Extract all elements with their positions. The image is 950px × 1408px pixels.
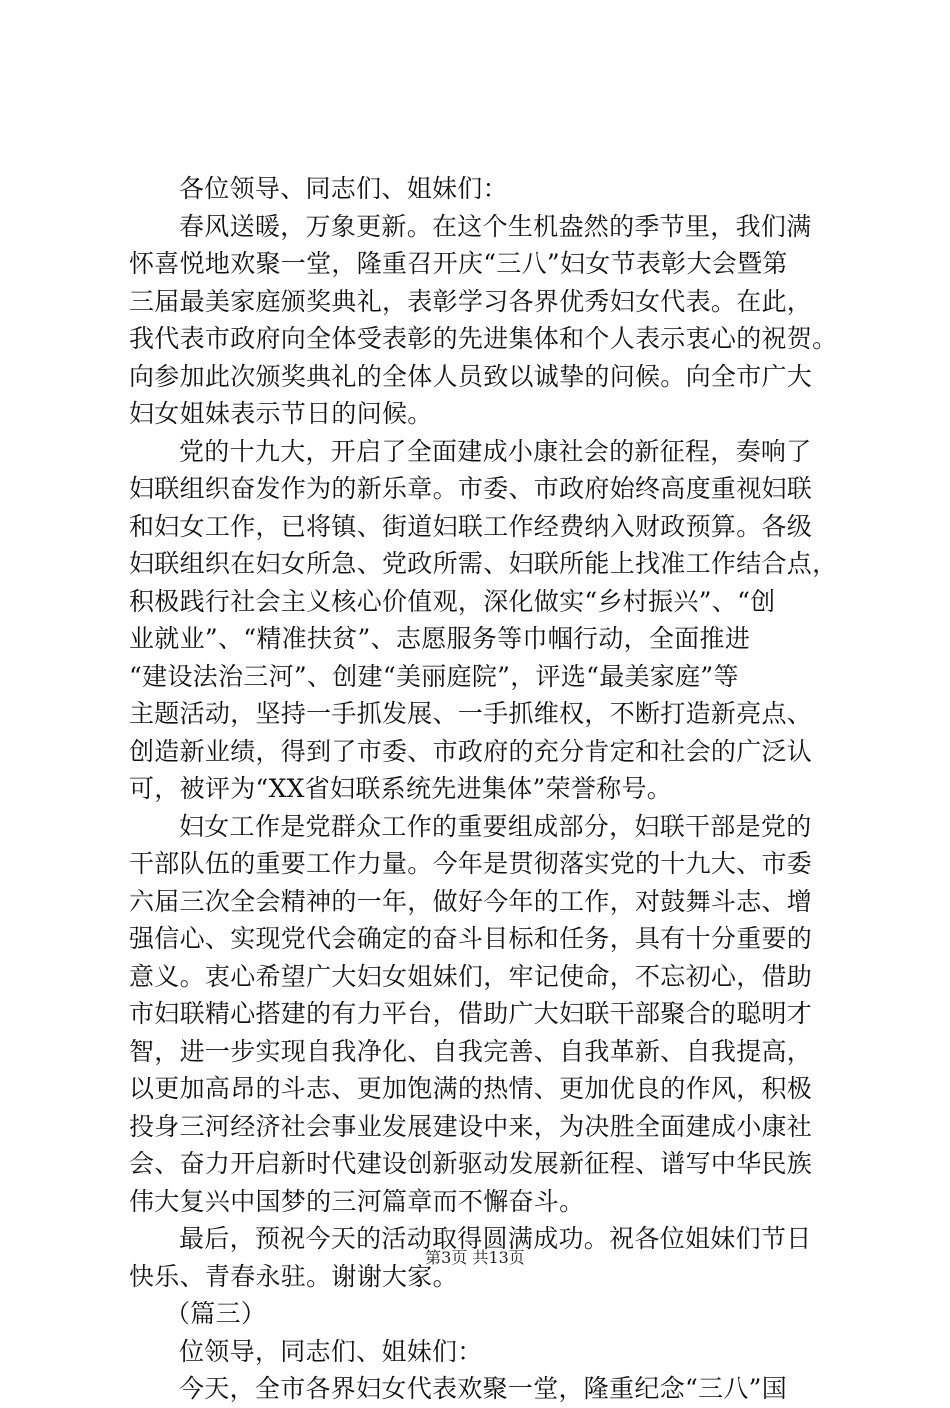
text-line: 三届最美家庭颁奖典礼，表彰学习各界优秀妇女代表。在此，	[129, 286, 813, 316]
document-body	[129, 170, 849, 1408]
text-line: 主题活动，坚持一手抓发展、一手抓维权，不断打造新亮点、	[129, 699, 813, 728]
text-line: 积极践行社会主义核心价值观，深化做实“乡村振兴”、“创	[129, 586, 776, 616]
text-line: 春风送暖，万象更新。在这个生机盎然的季节里，我们满	[179, 211, 812, 241]
text-line: 妇联组织奋发作为的新乐章。市委、市政府始终高度重视妇联	[129, 474, 813, 503]
text-line: 智，进一步实现自我净化、自我完善、自我革新、自我提高，	[129, 1036, 813, 1066]
text-line: 向参加此次颁奖典礼的全体人员致以诚挚的问候。向全市广大	[129, 361, 813, 391]
text-line: 伟大复兴中国梦的三河篇章而不懈奋斗。	[129, 1186, 585, 1216]
text-line: 可，被评为“XX省妇联系统先进集体”荣誉称号。	[129, 774, 673, 803]
text-line: 业就业”、“精准扶贫”、志愿服务等巾帼行动，全面推进	[129, 624, 751, 653]
text-line: 今天，全市各界妇女代表欢聚一堂，隆重纪念“三八”国	[179, 1374, 788, 1403]
text-line: 快乐、青春永驻。谢谢大家。	[129, 1261, 458, 1291]
text-line: 干部队伍的重要工作力量。今年是贯彻落实党的十九大、市委	[129, 849, 813, 878]
text-line: 创造新业绩，得到了市委、市政府的充分肯定和社会的广泛认	[129, 736, 813, 766]
text-line: （篇三）	[165, 1299, 267, 1328]
text-line: 投身三河经济社会事业发展建设中来，为决胜全面建成小康社	[129, 1111, 813, 1141]
text-line: 和妇女工作，已将镇、街道妇联工作经费纳入财政预算。各级	[129, 511, 813, 541]
text-line: 强信心、实现党代会确定的奋斗目标和任务，具有十分重要的	[129, 924, 813, 953]
text-line: 位领导，同志们、姐妹们：	[179, 1336, 483, 1366]
text-line: 妇联组织在妇女所急、党政所需、妇联所能上找准工作结合点，	[129, 549, 838, 578]
text-line: 会、奋力开启新时代建设创新驱动发展新征程、谱写中华民族	[129, 1149, 813, 1178]
text-line: 最后，预祝今天的活动取得圆满成功。祝各位姐妹们节日	[179, 1224, 812, 1253]
text-line: 意义。衷心希望广大妇女姐妹们，牢记使命，不忘初心，借助	[129, 961, 813, 991]
text-line: 我代表市政府向全体受表彰的先进集体和个人表示衷心的祝贺。	[129, 324, 838, 353]
text-line: 市妇联精心搭建的有力平台，借助广大妇联干部聚合的聪明才	[129, 999, 813, 1028]
text-line: 六届三次全会精神的一年，做好今年的工作，对鼓舞斗志、增	[129, 886, 813, 916]
page-footer: 第3页 共13页	[425, 1248, 525, 1267]
text-line: 以更加高昂的斗志、更加饱满的热情、更加优良的作风，积极	[129, 1074, 813, 1103]
text-line: “建设法治三河”、创建“美丽庭院”，评选“最美家庭”等	[129, 661, 739, 691]
text-line: 各位领导、同志们、姐妹们：	[179, 174, 508, 203]
text-line: 妇女姐妹表示节日的问候。	[129, 399, 433, 428]
text-line: 怀喜悦地欢聚一堂，隆重召开庆“三八”妇女节表彰大会暨第	[129, 249, 788, 278]
text-line: 妇女工作是党群众工作的重要组成部分，妇联干部是党的	[179, 811, 812, 841]
text-line: 党的十九大，开启了全面建成小康社会的新征程，奏响了	[179, 436, 812, 466]
